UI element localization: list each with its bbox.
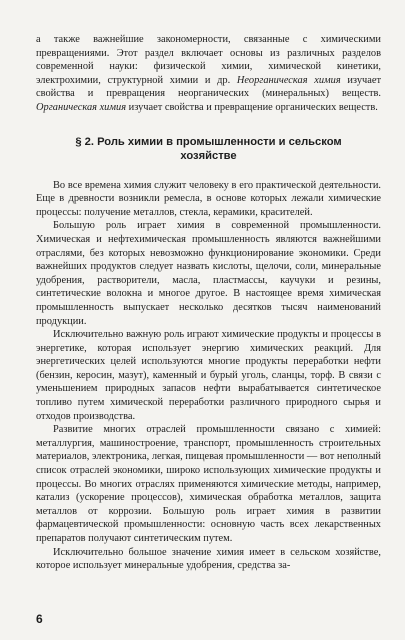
paragraph-industry: Большую роль играет химия в современной промышленности. Химическая и нефтехимическая промышленность являются важнейшими отраслями, без которых невозможно функционирование экономики. Среди важнейших продуктов следует назвать кислоты, щелочи, соли, минеральные удобрения, растворители, масла, пластмассы, каучуки и резины, синтетические волокна и многое другое. В настоящее время химическая промышленность выпускает несколько десятков тысяч наименований продукции. [36, 220, 381, 327]
paragraph-energy: Исключительно важную роль играют химические продукты и процессы в энергетике, которая использует энергию химических реакций. Для энергетических целей используются многие продукты переработки нефти (бензин, керосин, мазут), каменный и бурый уголь, сланцы, торф. В связи с уменьшением природных запасов нефти вырабатывается синтетическое топливо путем химической переработки различного природного сырья и отходов производства. [36, 329, 381, 422]
page-body [36, 33, 381, 573]
intro-text-1: а также важнейшие закономерности, связанные с химическими превращениями. Этот раздел включает основы из различных разделов современной науки: физической химии, химической кинетики, электрохимии, структурной химии и др. [36, 34, 381, 86]
term-organic-chemistry: Органическая химия [36, 101, 127, 113]
term-inorganic-chemistry: Неорганическая химия [236, 74, 341, 86]
section-heading: § 2. Роль химии в промышленности и сельском хозяйстве [75, 135, 342, 162]
paragraph-history: Во все времена химия служит человеку в его практической деятельности. Еще в древности возникли ремесла, в основе которых лежали химические процессы: получение металлов, стекла, керамики, красителей. [36, 179, 381, 218]
intro-text-3: изучает свойства и превращение органических веществ. [126, 101, 378, 113]
paragraph-industries: Развитие многих отраслей промышленности связано с химией: металлургия, машиностроение, транспорт, промышленность строительных материалов, электроника, легкая, пищевая промышленности — вот неполный список отраслей экономики, широко использующих химические продукты и процессы. Во многих отраслях применяются химические методы, например, катализ (ускорение процессов), химическая обработка металлов, защита металлов от коррозии. Большую роль играет химия в развитии фармацевтической промышленности: основную часть всех лекарственных препаратов получают синтетическим путем. [36, 424, 381, 544]
intro-text-2: изучает свойства и превращения неорганических (минеральных) веществ. [36, 74, 382, 100]
intro-paragraph [36, 33, 381, 115]
paragraph-agriculture: Исключительно большое значение химия имеет в сельском хозяйстве, которое использует минеральные удобрения, средства за- [36, 546, 381, 572]
page-number: 6 [36, 612, 43, 626]
